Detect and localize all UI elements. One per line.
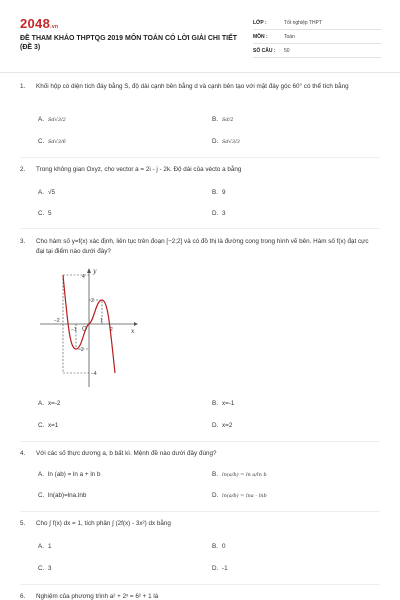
option-label: A. <box>38 543 44 550</box>
option-label: B. <box>212 543 218 550</box>
function-graph <box>38 267 138 389</box>
option-value: Sd√3/3 <box>222 139 240 145</box>
option-label: B. <box>212 189 218 196</box>
tick-label-y-neg2: −2 <box>78 347 84 353</box>
answer-option-b[interactable] <box>212 189 226 196</box>
option-label: C. <box>38 138 45 145</box>
y-axis-arrow <box>87 268 91 273</box>
question-text: Nghiệm của phương trình a² + 2ˣ = 6² + 1 là <box>36 593 159 600</box>
question-text: Với các số thực dương a, b bất kì. Mệnh đề nào dưới đây đúng? <box>36 450 217 457</box>
logo-suffix: .vn <box>50 24 59 30</box>
option-value: 5 <box>48 210 52 217</box>
option-value: x=-2 <box>48 400 61 407</box>
tick-label-x-1: 1 <box>100 318 103 324</box>
question-text: Cho ∫ f(x) dx = 1, tích phân ∫ (2f(x) - 3x²) dx bằng <box>36 520 171 527</box>
question-number: 3. <box>20 238 26 245</box>
answer-option-c[interactable] <box>38 210 52 217</box>
tick-label-y-2: 2 <box>91 298 94 304</box>
question-6 <box>20 592 380 600</box>
option-label: C. <box>38 492 45 499</box>
logo[interactable] <box>20 16 58 31</box>
question-number: 6. <box>20 593 26 600</box>
answer-option-b[interactable] <box>212 400 234 407</box>
question-separator <box>20 441 380 442</box>
answer-option-a[interactable] <box>38 400 60 407</box>
answer-option-a[interactable] <box>38 116 66 123</box>
question-2 <box>20 165 380 177</box>
option-value: ln (ab) = ln a + ln b <box>48 471 101 478</box>
x-axis-arrow <box>134 322 138 326</box>
option-value: ln(a/b) = lna - lnb <box>222 493 267 499</box>
answer-option-d[interactable] <box>212 565 228 572</box>
header-divider <box>0 72 400 73</box>
tick-label-y-4: 4 <box>82 274 85 280</box>
meta-value: Toán <box>284 33 295 40</box>
option-label: B. <box>212 400 218 407</box>
option-label: B. <box>212 471 218 478</box>
question-3 <box>20 237 380 259</box>
option-value: -1 <box>222 565 228 572</box>
answer-option-a[interactable] <box>38 471 101 478</box>
question-number: 4. <box>20 450 26 457</box>
option-value: x=-1 <box>222 400 235 407</box>
meta-value: 50 <box>284 47 290 54</box>
option-label: D. <box>212 565 219 572</box>
option-value: ln(ab)=lna.lnb <box>48 492 87 499</box>
question-separator <box>20 584 380 585</box>
meta-value: Tốt nghiệp THPT <box>284 19 322 26</box>
option-label: C. <box>38 210 45 217</box>
tick-label-x-neg1: −1 <box>71 327 77 333</box>
option-label: A. <box>38 116 44 123</box>
meta-row-count <box>253 44 381 58</box>
question-text: Cho hàm số y=f(x) xác định, liên tục trên đoạn [−2;2] và có đồ thị là đường cong trong hình vẽ bên. Hàm số f(x) đạt cực đại tại điểm nào dưới đây? <box>36 238 369 255</box>
answer-option-b[interactable] <box>212 471 267 478</box>
tick-label-x-neg2: −2 <box>54 318 60 324</box>
answer-option-d[interactable] <box>212 492 267 499</box>
option-value: Sd√3/2 <box>48 117 66 123</box>
option-value: 9 <box>222 189 226 196</box>
question-separator <box>20 511 380 512</box>
x-axis-label: x <box>131 328 135 335</box>
answer-option-b[interactable] <box>212 116 234 123</box>
option-label: D. <box>212 138 219 145</box>
tick-label-y-neg4: −4 <box>91 371 97 377</box>
question-separator <box>20 228 380 229</box>
answer-option-c[interactable] <box>38 422 58 429</box>
exam-title: ĐỀ THAM KHẢO THPTQG 2019 MÔN TOÁN CÓ LỜI GIẢI CHI TIẾT (ĐỀ 3) <box>20 35 238 51</box>
question-number: 1. <box>20 83 26 90</box>
option-label: D. <box>212 422 219 429</box>
question-number: 5. <box>20 520 26 527</box>
option-value: Sd/2 <box>222 117 234 123</box>
header <box>0 0 400 68</box>
origin-label: O <box>82 326 87 333</box>
option-label: A. <box>38 189 44 196</box>
logo-text: 2048 <box>20 16 51 31</box>
option-value: √5 <box>48 189 55 196</box>
answer-option-a[interactable] <box>38 543 52 550</box>
option-value: ln(a/b) = ln a/ln b <box>222 472 267 478</box>
question-1 <box>20 82 380 142</box>
answer-option-a[interactable] <box>38 189 55 196</box>
answer-option-c[interactable] <box>38 138 66 145</box>
meta-label: MÔN : <box>253 33 268 40</box>
tick-label-x-2: 2 <box>110 327 113 333</box>
option-label: A. <box>38 400 44 407</box>
option-label: D. <box>212 210 219 217</box>
answer-option-b[interactable] <box>212 543 226 550</box>
option-value: x=2 <box>222 422 233 429</box>
answer-option-c[interactable] <box>38 565 52 572</box>
answer-option-c[interactable] <box>38 492 86 499</box>
question-number: 2. <box>20 166 26 173</box>
answer-option-d[interactable] <box>212 138 240 145</box>
question-5 <box>20 519 380 531</box>
option-value: 3 <box>222 210 226 217</box>
answer-option-d[interactable] <box>212 210 226 217</box>
option-value: 1 <box>48 543 52 550</box>
answer-option-d[interactable] <box>212 422 232 429</box>
option-label: D. <box>212 492 219 499</box>
meta-label: SỐ CÂU : <box>253 47 276 54</box>
option-value: x=1 <box>48 422 59 429</box>
question-text: Khối hộp có diện tích đáy bằng S, độ dài cạnh bên bằng d và cạnh bên tạo với mặt đáy góc 60° có thể tích bằng <box>36 83 349 90</box>
option-label: B. <box>212 116 218 123</box>
meta-row-class <box>253 16 381 30</box>
meta-row-subject <box>253 30 381 44</box>
y-axis-label: y <box>93 268 97 275</box>
question-text: Trong không gian Oxyz, cho vector a = 2i - j - 2k. Độ dài của vécto a bằng <box>36 166 242 173</box>
option-label: A. <box>38 471 44 478</box>
question-separator <box>20 157 380 158</box>
option-value: 0 <box>222 543 226 550</box>
question-4 <box>20 449 380 461</box>
option-value: Sd√3/6 <box>48 139 66 145</box>
option-value: 3 <box>48 565 52 572</box>
option-label: C. <box>38 422 45 429</box>
exam-meta <box>253 16 381 58</box>
option-label: C. <box>38 565 45 572</box>
meta-label: LỚP : <box>253 19 267 26</box>
